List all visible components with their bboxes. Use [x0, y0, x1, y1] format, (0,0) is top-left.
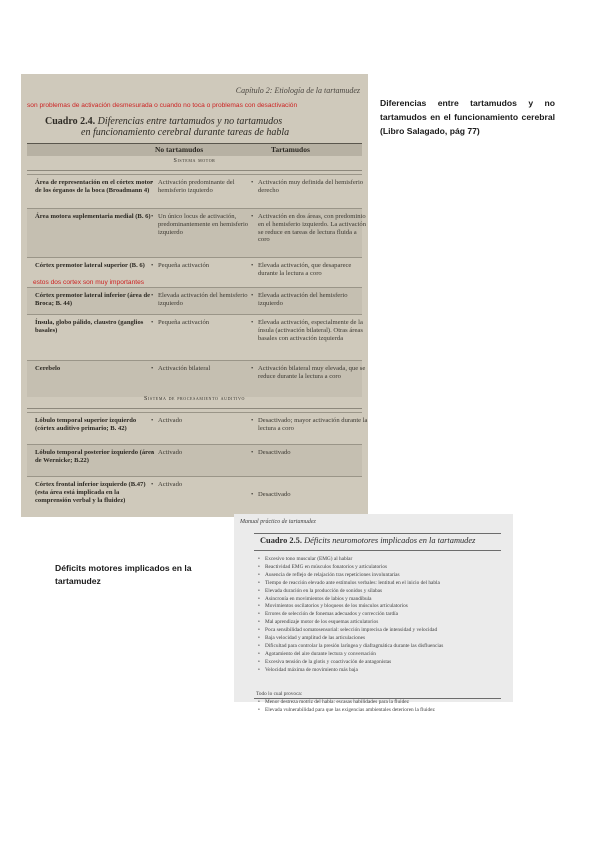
row-no-tartamudos: • Activación bilateral	[151, 365, 252, 373]
row-no-tartamudos: • Activado	[151, 481, 252, 489]
row-area: Área motora suplementaria medial (B. 6)	[35, 213, 151, 220]
list-item: • Elevada vulnerabilidad para que las exigencias ambientales deterioren la fluidez	[258, 707, 435, 715]
list-item: • Errores de selección de fonemas adecuados y corrección tardía	[258, 611, 443, 619]
col-header-tartamudos: Tartamudos	[271, 145, 310, 154]
table-photo-cuadro-2-5	[234, 514, 513, 713]
list-item: • Baja velocidad y amplitud de las articulaciones	[258, 635, 443, 643]
rule-bottom	[254, 698, 501, 699]
row-area: Lóbulo temporal superior izquierdo (córtex auditivo primario; B. 42)	[35, 417, 137, 432]
list-item: • Asincronía en movimientos de labios y mandíbula	[258, 596, 443, 604]
row-tartamudos: • Elevada activación del hemisferio izquierdo	[251, 292, 370, 308]
table-title-rest: Déficits neuromotores implicados en la tartamudez	[304, 536, 476, 545]
list-item: • Poca sensibilidad somatosensorial: selección imprecisa de intensidad y velocidad	[258, 627, 443, 635]
rule-top	[254, 533, 501, 534]
table-photo-cuadro-2-4	[21, 74, 368, 517]
row-tartamudos: • Desactivado	[251, 491, 370, 499]
table-row	[27, 412, 368, 445]
table-row	[27, 208, 367, 258]
row-no-tartamudos: • Elevada activación del hemisferio izquierdo	[151, 292, 252, 308]
list-item: • Movimientos oscilatorios y bloqueos de los músculos articulatorios	[258, 603, 443, 611]
row-tartamudos: • Activación en dos áreas, con predominio en el hemisferio izquierdo. La activación se reduce en tareas de lectura fluida a coro	[251, 213, 370, 244]
list-item: • Excesivo tono muscular (EMG) al hablar	[258, 556, 443, 564]
row-tartamudos: • Desactivado	[251, 449, 370, 457]
table-row	[27, 360, 366, 397]
row-no-tartamudos: • Un único locus de activación, predominantemente en hemisferio izquierdo	[151, 213, 252, 236]
list-item: • Reactividad EMG en músculos fonatorios y articulatorios	[258, 564, 443, 572]
table-title	[45, 116, 345, 127]
table-title-line1: Diferencias entre tartamudos y no tartamudos	[97, 116, 283, 127]
table-row	[27, 314, 362, 361]
row-tartamudos: • Elevada activación, que desaparece durante la lectura a coro	[251, 262, 370, 278]
row-area: Ínsula, globo pálido, claustro (ganglios basales)	[35, 319, 144, 334]
table-row	[27, 476, 362, 518]
handwritten-red-note-top: son problemas de activación desmesurada o cuando no toca o problemas con desactivación	[27, 102, 298, 109]
row-no-tartamudos: • Pequeña activación	[151, 319, 252, 327]
rule-mid	[254, 550, 501, 551]
consequence-list	[258, 699, 435, 715]
row-tartamudos: • Elevada activación, especialmente de la ínsula (activación bilateral). Otras áreas basales con activación izquierda	[251, 319, 370, 342]
row-tartamudos: • Activación bilateral muy elevada, que se reduce durante la lectura a coro	[251, 365, 370, 381]
table-row	[27, 444, 362, 477]
row-no-tartamudos: • Activación predominante del hemisferio izquierdo	[151, 179, 252, 195]
table-title-lead: Cuadro 2.4.	[45, 116, 96, 127]
table-row	[27, 174, 362, 209]
row-no-tartamudos: • Pequeña activación	[151, 262, 252, 270]
row-tartamudos: • Desactivado; mayor activación durante la lectura a coro	[251, 417, 370, 433]
list-item: • Mal aprendizaje motor de los esquemas articulatorios	[258, 619, 443, 627]
caption-note-1: Diferencias entre tartamudos y no tartamudos en el funcionamiento cerebral (Libro Salagado, pág 77)	[380, 98, 555, 136]
section-motor: Sistema motor	[27, 158, 362, 171]
list-item: • Dificultad para controlar la presión laríngea y diafragmática durante las disfluencias	[258, 643, 443, 651]
list-item: • Tiempo de reacción elevado ante estímulos verbales: lentitud en el inicio del habla	[258, 580, 443, 588]
row-no-tartamudos: • Activado	[151, 449, 252, 457]
table-header-row	[27, 143, 362, 156]
handwritten-red-note-mid: estos dos cortex son muy importantes	[33, 279, 145, 286]
list-item: • Ausencia de reflejo de relajación tras repeticiones involuntarias	[258, 572, 443, 580]
row-area: Córtex premotor lateral superior (B. 6)	[35, 262, 145, 269]
book-header: Manual práctico de tartamudez	[240, 519, 316, 525]
table-title-lead: Cuadro 2.5.	[260, 536, 302, 545]
list-item: • Elevada duración en la producción de sonidos y sílabas	[258, 588, 443, 596]
row-tartamudos: • Activación muy definida del hemisferio derecho	[251, 179, 370, 195]
section-auditory: Sistema de procesamiento auditivo	[27, 396, 362, 409]
list-item: • Velocidad máxima de movimiento más baja	[258, 667, 443, 675]
row-area: Área de representación en el córtex motor de los órganos de la boca (Broadmann 4)	[35, 179, 153, 194]
list-item: • Excesiva tensión de la glotis y coactivación de antagonistas	[258, 659, 443, 667]
col-header-no-tartamudos: No tartamudos	[155, 145, 204, 154]
list-item: • Agotamiento del aire durante lectura y conversación	[258, 651, 443, 659]
table-title-line2: en funcionamiento cerebral durante tareas de habla	[81, 127, 290, 138]
table-row	[27, 287, 362, 315]
row-no-tartamudos: • Activado	[151, 417, 252, 425]
list-item: • Menor destreza motriz del habla: escasas habilidades para la fluidez	[258, 699, 435, 707]
deficit-list	[258, 556, 443, 675]
row-area: Córtex premotor lateral inferior (área de Broca; B. 44)	[35, 292, 151, 307]
consequence-heading: Todo lo cual provoca:	[256, 691, 303, 697]
row-area: Lóbulo temporal posterior izquierdo (área de Wernicke; B.22)	[35, 449, 155, 464]
caption-note-2: Déficits motores implicados en la tartamudez	[55, 563, 192, 586]
table-title	[260, 536, 475, 545]
chapter-header: Capítulo 2: Etiología de la tartamudez	[235, 86, 360, 95]
row-area: Cerebelo	[35, 365, 61, 372]
row-area: Córtex frontal inferior izquierdo (B.47) (esta área está implicada en la comprensión verbal y la fluidez)	[35, 481, 146, 504]
